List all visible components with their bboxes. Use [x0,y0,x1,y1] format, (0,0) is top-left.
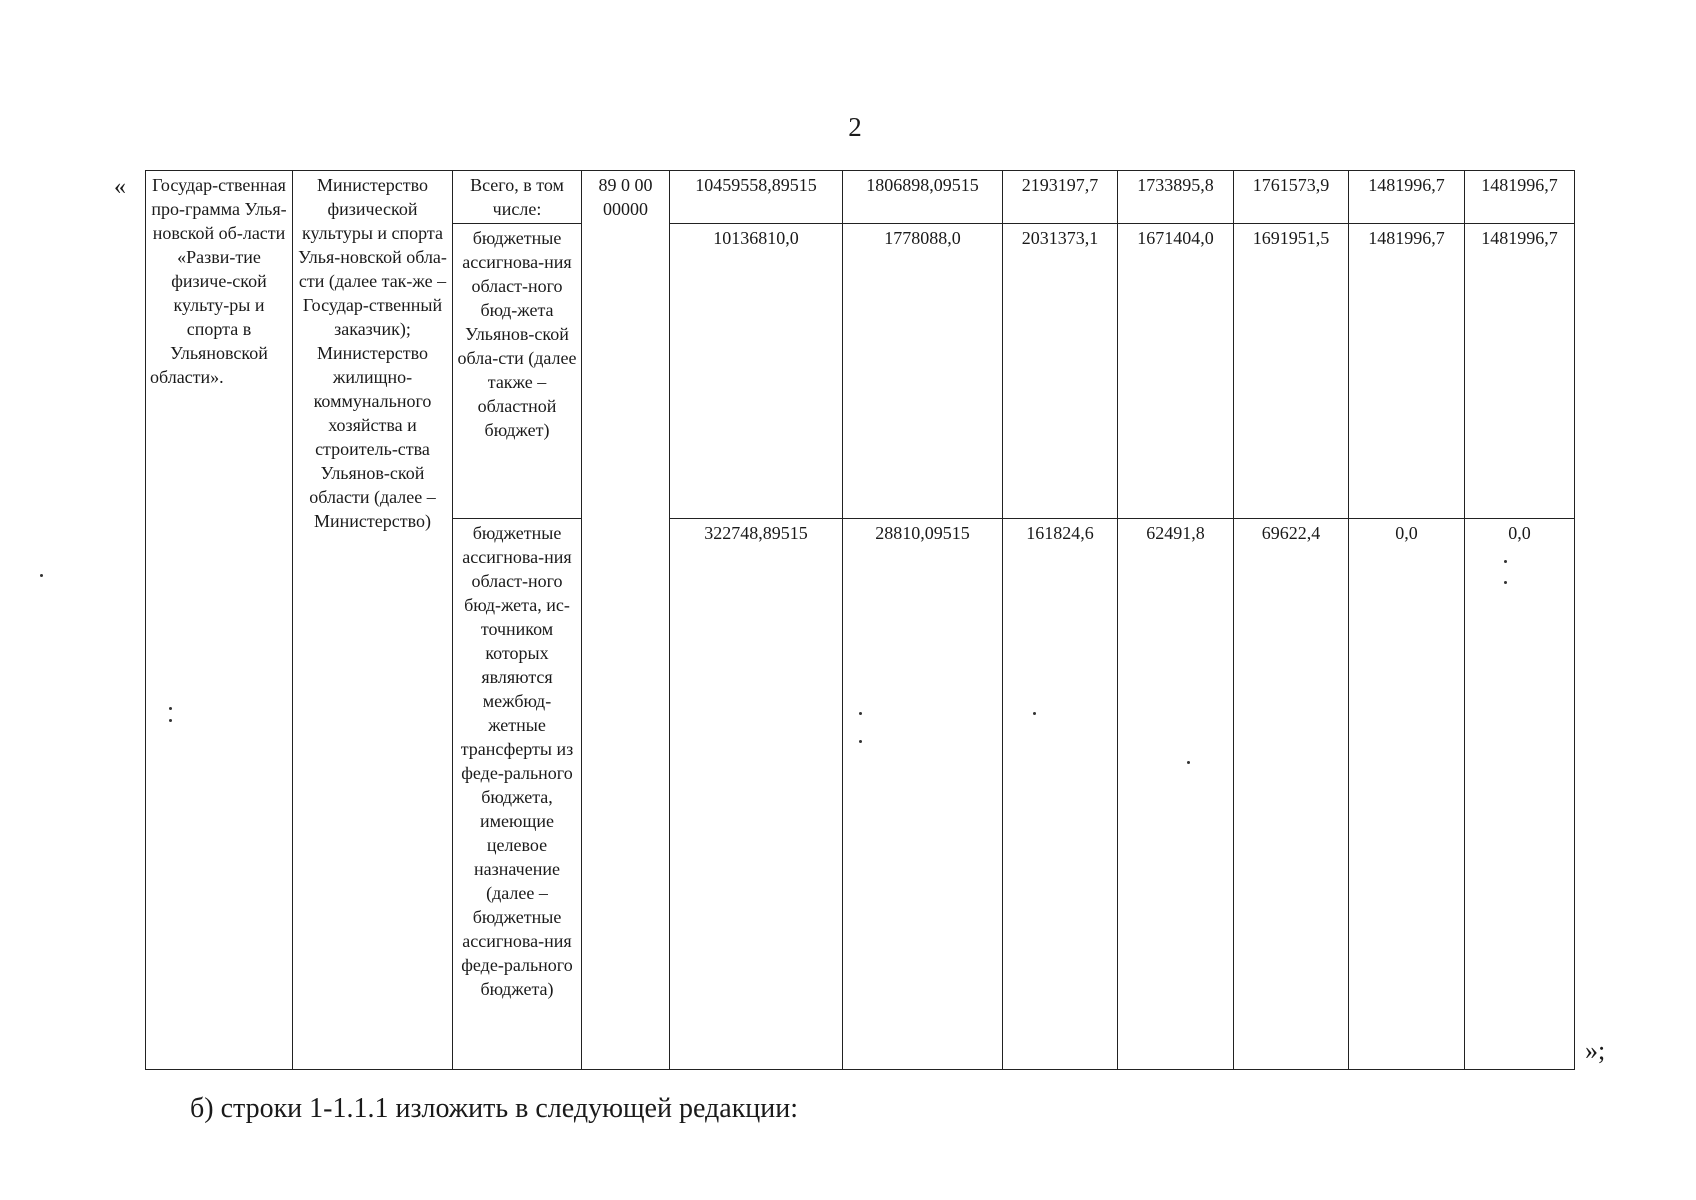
closing-quote: »; [1585,1036,1606,1065]
scan-speck [859,712,862,715]
scan-speck [40,574,43,577]
program-name-cell: Государ-ственная про-грамма Улья-новской об-ласти «Разви-тие физиче-ской культу-ры и спорта в Ульяновской области». [146,171,293,1070]
executor-cell: Министерство физической культуры и спорта Улья-новской обла-сти (далее так-же – Государ-ственный заказчик); Министерство жилищно-коммунального хозяйства и строитель-ства Ульянов-ской области (далее – Министерство) [293,171,453,1070]
value-year-cell: 1481996,7 [1349,224,1465,519]
value-year-cell: 1806898,09515 [843,171,1003,224]
scan-speck [859,740,862,743]
page-number: 2 [848,112,862,142]
value-year-cell: 62491,8 [1118,519,1234,1070]
value-year-cell: 1733895,8 [1118,171,1234,224]
value-year-cell: 1481996,7 [1465,171,1575,224]
value-year-cell: 1761573,9 [1234,171,1349,224]
scan-speck [1504,581,1507,584]
value-year-cell: 0,0 [1465,519,1575,1070]
budget-code-cell: 89 0 00 00000 [582,171,670,1070]
value-year-cell: 0,0 [1349,519,1465,1070]
amendment-instruction: б) строки 1-1.1.1 изложить в следующей редакции: [190,1093,799,1124]
funding-source-cell: бюджетные ассигнова-ния област-ного бюд-жета, ис-точником которых являются межбюд-жетные трансферты из феде-рального бюджета, имеющие целевое назначение (далее – бюджетные ассигнова-ния феде-рального бюджета) [453,519,582,1070]
value-year-cell: 1481996,7 [1465,224,1575,519]
value-total-cell: 10459558,89515 [670,171,843,224]
value-year-cell: 1778088,0 [843,224,1003,519]
table-row [146,171,1575,224]
scan-speck [169,719,172,722]
value-year-cell: 161824,6 [1003,519,1118,1070]
opening-quote: « [114,174,126,200]
value-total-cell: 322748,89515 [670,519,843,1070]
funding-source-cell: бюджетные ассигнова-ния област-ного бюд-жета Ульянов-ской обла-сти (далее также – областной бюджет) [453,224,582,519]
value-year-cell: 2031373,1 [1003,224,1118,519]
value-total-cell: 10136810,0 [670,224,843,519]
scan-speck [1504,560,1507,563]
value-year-cell: 69622,4 [1234,519,1349,1070]
value-year-cell: 2193197,7 [1003,171,1118,224]
value-year-cell: 28810,09515 [843,519,1003,1070]
funding-source-cell: Всего, в том числе: [453,171,582,224]
budget-table [145,170,1575,1070]
value-year-cell: 1671404,0 [1118,224,1234,519]
value-year-cell: 1481996,7 [1349,171,1465,224]
scan-speck [1033,712,1036,715]
scan-speck [1187,761,1190,764]
scan-speck [169,707,172,710]
value-year-cell: 1691951,5 [1234,224,1349,519]
